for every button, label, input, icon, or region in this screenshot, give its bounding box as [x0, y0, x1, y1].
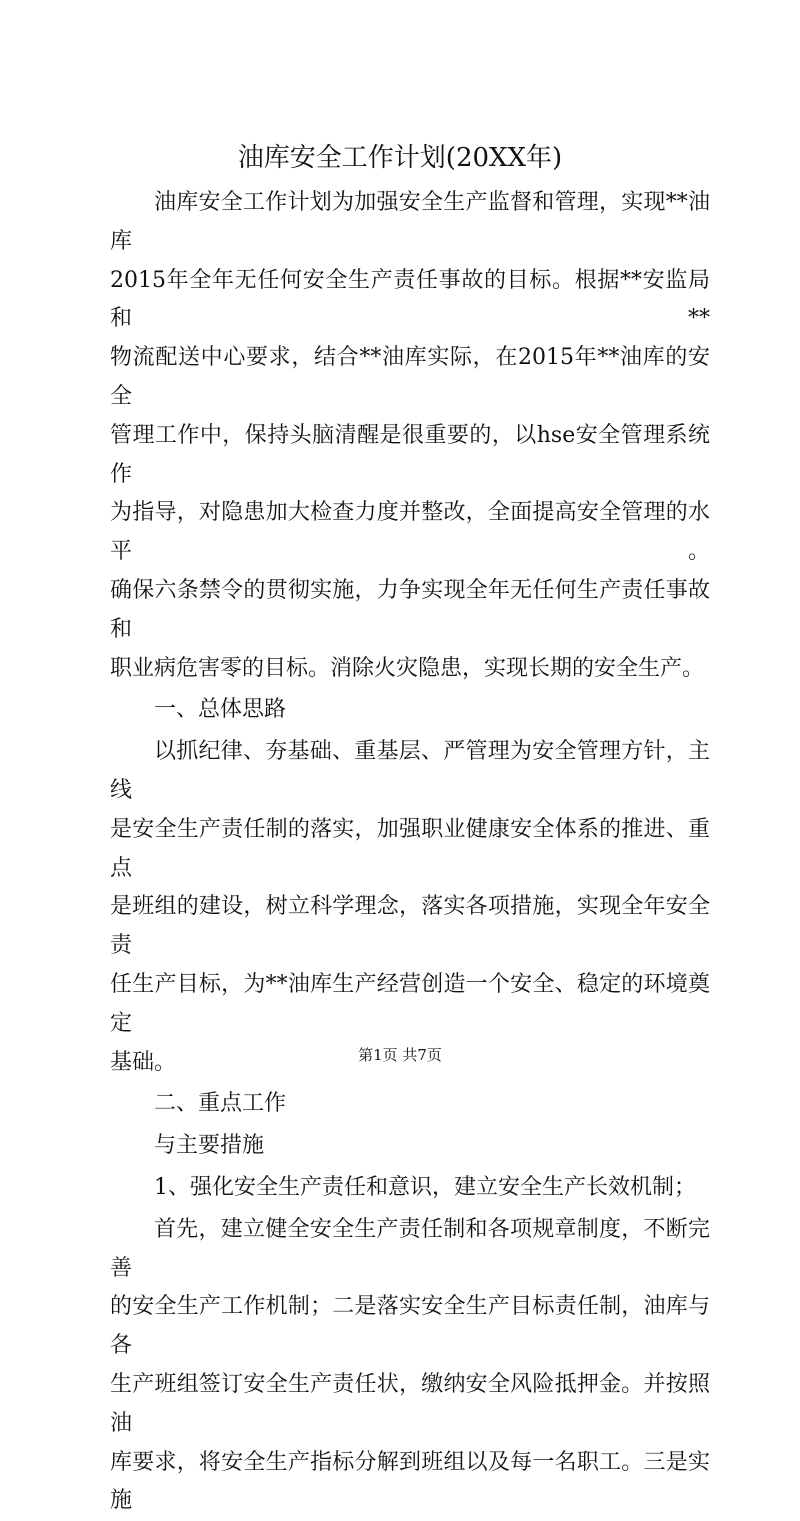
document-title: 油库安全工作计划(20XX年) [0, 138, 800, 178]
paragraph-line: 的安全生产工作机制；二是落实安全生产目标责任制，油库与各 [110, 1288, 710, 1366]
paragraph-line: 基础。 [110, 1044, 710, 1083]
paragraph-line: 2015年全年无任何安全生产责任事故的目标。根据**安监局和** [110, 262, 710, 340]
paragraph-line: 任生产目标，为**油库生产经营创造一个安全、稳定的环境奠定 [110, 966, 710, 1044]
section-subheading: 与主要措施 [110, 1127, 710, 1166]
paragraph-line: 是班组的建设，树立科学理念，落实各项措施，实现全年安全责 [110, 888, 710, 966]
paragraph-line: 生产班组签订安全生产责任状，缴纳安全风险抵押金。并按照油 [110, 1366, 710, 1444]
paragraph-line: 首先，建立健全安全生产责任制和各项规章制度，不断完善 [110, 1211, 710, 1289]
paragraph-line: 职业病危害零的目标。消除火灾隐患，实现长期的安全生产。 [110, 650, 710, 689]
paragraph-line: 管理工作中，保持头脑清醒是很重要的，以hse安全管理系统作 [110, 417, 710, 495]
page-footer: 第1页 共7页 [0, 1045, 800, 1065]
paragraph-line: 确保六条禁令的贯彻实施，力争实现全年无任何生产责任事故和 [110, 572, 710, 650]
section-heading: 二、重点工作 [110, 1085, 710, 1124]
document-body [110, 184, 710, 1521]
paragraph-line: 是安全生产责任制的落实，加强职业健康安全体系的推进、重点 [110, 811, 710, 889]
paragraph-line: 物流配送中心要求，结合**油库实际，在2015年**油库的安全 [110, 339, 710, 417]
numbered-item: 1、强化安全生产责任和意识，建立安全生产长效机制； [110, 1169, 710, 1208]
paragraph-line: 以抓纪律、夯基础、重基层、严管理为安全管理方针，主线 [110, 733, 710, 811]
paragraph-line: 为指导，对隐患加大检查力度并整改，全面提高安全管理的水平。 [110, 494, 710, 572]
paragraph-line: 油库安全工作计划为加强安全生产监督和管理，实现**油库 [110, 184, 710, 262]
section-heading: 一、总体思路 [110, 691, 710, 730]
paragraph-line: 库要求，将安全生产指标分解到班组以及每一名职工。三是实施 [110, 1444, 710, 1521]
